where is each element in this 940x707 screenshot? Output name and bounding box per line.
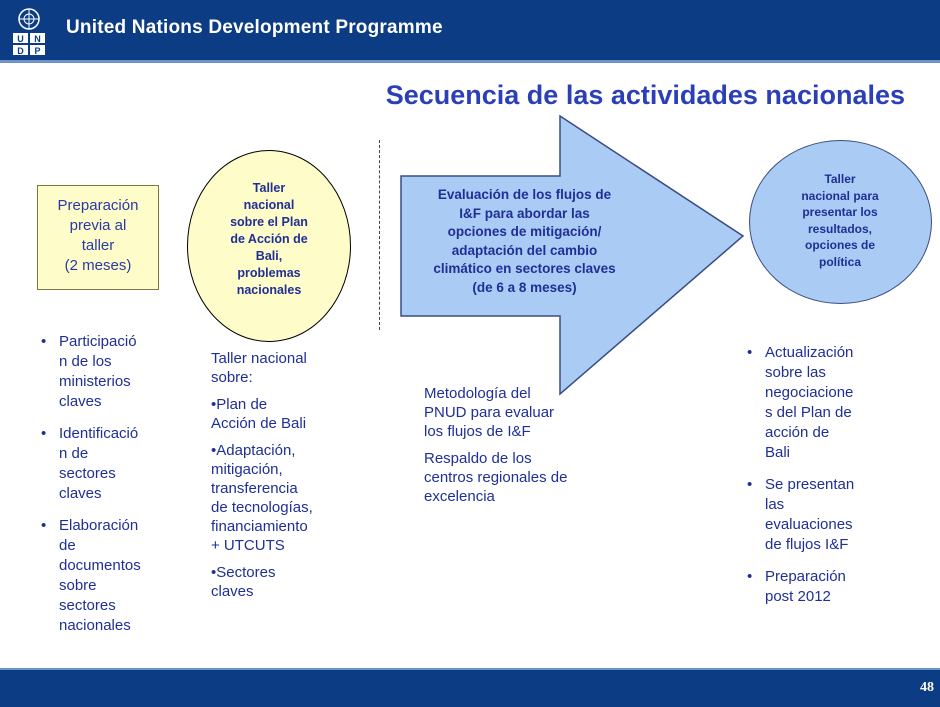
- preparation-bullet-list: [39, 332, 179, 648]
- details-line: •Plan de: [211, 396, 268, 413]
- slide-title: Secuencia de las actividades nacionales: [385, 80, 905, 110]
- details-line: de tecnologías,: [211, 499, 313, 516]
- evaluation-line: (de 6 a 8 meses): [472, 279, 577, 295]
- logo-letter: N: [34, 34, 41, 44]
- bullet-line: evaluaciones: [765, 516, 853, 533]
- list-item: [745, 475, 895, 555]
- results-workshop-line: nacional para: [801, 188, 879, 203]
- evaluation-paragraph: [424, 384, 567, 441]
- bullet-line: sectores: [59, 465, 116, 482]
- bullet-line: claves: [59, 485, 102, 502]
- preparation-line: Preparación: [57, 197, 139, 214]
- evaluation-line: opciones de mitigación/: [447, 224, 602, 239]
- details-line: + UTCUTS: [211, 537, 285, 554]
- footer-bar: [0, 668, 940, 707]
- details-item: [211, 563, 313, 601]
- details-line: claves: [211, 583, 254, 600]
- evaluation-line: adaptación del cambio: [451, 242, 598, 258]
- bullet-line: de: [59, 537, 76, 554]
- logo-letter: U: [17, 34, 24, 44]
- bullet-line: • Elaboración: [59, 517, 139, 534]
- bullet-line: claves: [59, 393, 102, 410]
- preparation-line: previa al: [69, 217, 127, 234]
- details-line: sobre:: [211, 369, 253, 386]
- results-workshop-line: resultados,: [807, 221, 873, 236]
- preparation-line: (2 meses): [64, 257, 132, 274]
- list-item: [39, 332, 179, 412]
- bullet-line: ministerios: [59, 373, 131, 390]
- evaluation-arrow-text: [408, 186, 641, 297]
- bullet-line: sobre las: [765, 364, 826, 381]
- bullet-line: acción de: [765, 424, 830, 441]
- evaluation-line: I&F para abordar las: [459, 205, 590, 221]
- evaluation-detail-line: excelencia: [424, 488, 495, 505]
- bullet-line: de flujos I&F: [765, 536, 849, 553]
- bullet-line: post 2012: [765, 588, 831, 605]
- evaluation-detail-line: Metodología del: [424, 385, 531, 402]
- bullet-line: Bali: [765, 444, 791, 461]
- evaluation-line: climático en sectores claves: [433, 261, 616, 276]
- bali-workshop-line: Bali,: [255, 249, 283, 263]
- bullet-line: • Participació: [59, 333, 137, 350]
- bullet-line: • Preparación: [765, 568, 846, 585]
- bali-workshop-line: nacional: [243, 198, 295, 212]
- bullet-line: nacionales: [59, 617, 131, 634]
- details-line: Acción de Bali: [211, 415, 307, 432]
- list-item: [745, 567, 895, 607]
- details-line: •Adaptación,: [211, 442, 296, 459]
- bullet-line: sobre: [59, 577, 97, 594]
- bali-workshop-line: nacionales: [236, 283, 302, 297]
- details-item: [211, 441, 313, 555]
- list-item: [39, 516, 179, 636]
- evaluation-detail-line: centros regionales de: [424, 469, 568, 486]
- evaluation-detail-line: PNUD para evaluar: [424, 404, 555, 421]
- details-line: •Sectores: [211, 564, 276, 581]
- list-item: [39, 424, 179, 504]
- logo-letter: P: [34, 46, 41, 56]
- evaluation-details: [424, 384, 567, 514]
- page-number: 48: [920, 680, 934, 695]
- details-item: [211, 395, 313, 433]
- results-workshop-line: Taller: [824, 172, 856, 186]
- bullet-line: s del Plan de: [765, 404, 852, 421]
- bali-workshop-line: de Acción de: [230, 232, 308, 246]
- bullet-line: • Actualización: [765, 344, 854, 361]
- evaluation-line: Evaluación de los flujos de: [437, 187, 612, 202]
- bali-workshop-line: Taller: [252, 181, 286, 195]
- evaluation-detail-line: los flujos de I&F: [424, 423, 531, 440]
- evaluation-detail-line: Respaldo de los: [424, 450, 532, 467]
- results-workshop-line: presentar los: [802, 205, 878, 219]
- details-intro: [211, 349, 313, 387]
- details-line: Taller nacional: [211, 350, 307, 367]
- bali-workshop-line: problemas: [237, 266, 301, 280]
- details-line: mitigación,: [211, 461, 283, 478]
- bullet-line: • Identificació: [59, 425, 139, 442]
- results-bullet-list: [745, 343, 895, 619]
- results-workshop-line: política: [818, 254, 861, 269]
- details-line: transferencia: [211, 480, 298, 497]
- details-line: financiamiento: [211, 518, 308, 535]
- list-item: [745, 343, 895, 463]
- logo-letter: D: [17, 46, 24, 56]
- bali-workshop-details: [211, 349, 313, 609]
- preparation-line: taller: [81, 237, 115, 254]
- results-workshop-text: [770, 171, 910, 270]
- bullet-line: las: [765, 496, 785, 513]
- bullet-line: negociacione: [765, 384, 854, 401]
- evaluation-paragraph: [424, 449, 567, 506]
- bali-workshop-line: sobre el Plan: [230, 215, 308, 229]
- bullet-line: n de los: [59, 353, 112, 370]
- bullet-line: sectores: [59, 597, 116, 614]
- bullet-line: documentos: [59, 557, 141, 574]
- bullet-line: • Se presentan: [765, 476, 855, 493]
- bullet-line: n de: [59, 445, 89, 462]
- results-workshop-line: opciones de: [804, 238, 875, 252]
- organization-name: United Nations Development Programme: [66, 17, 443, 38]
